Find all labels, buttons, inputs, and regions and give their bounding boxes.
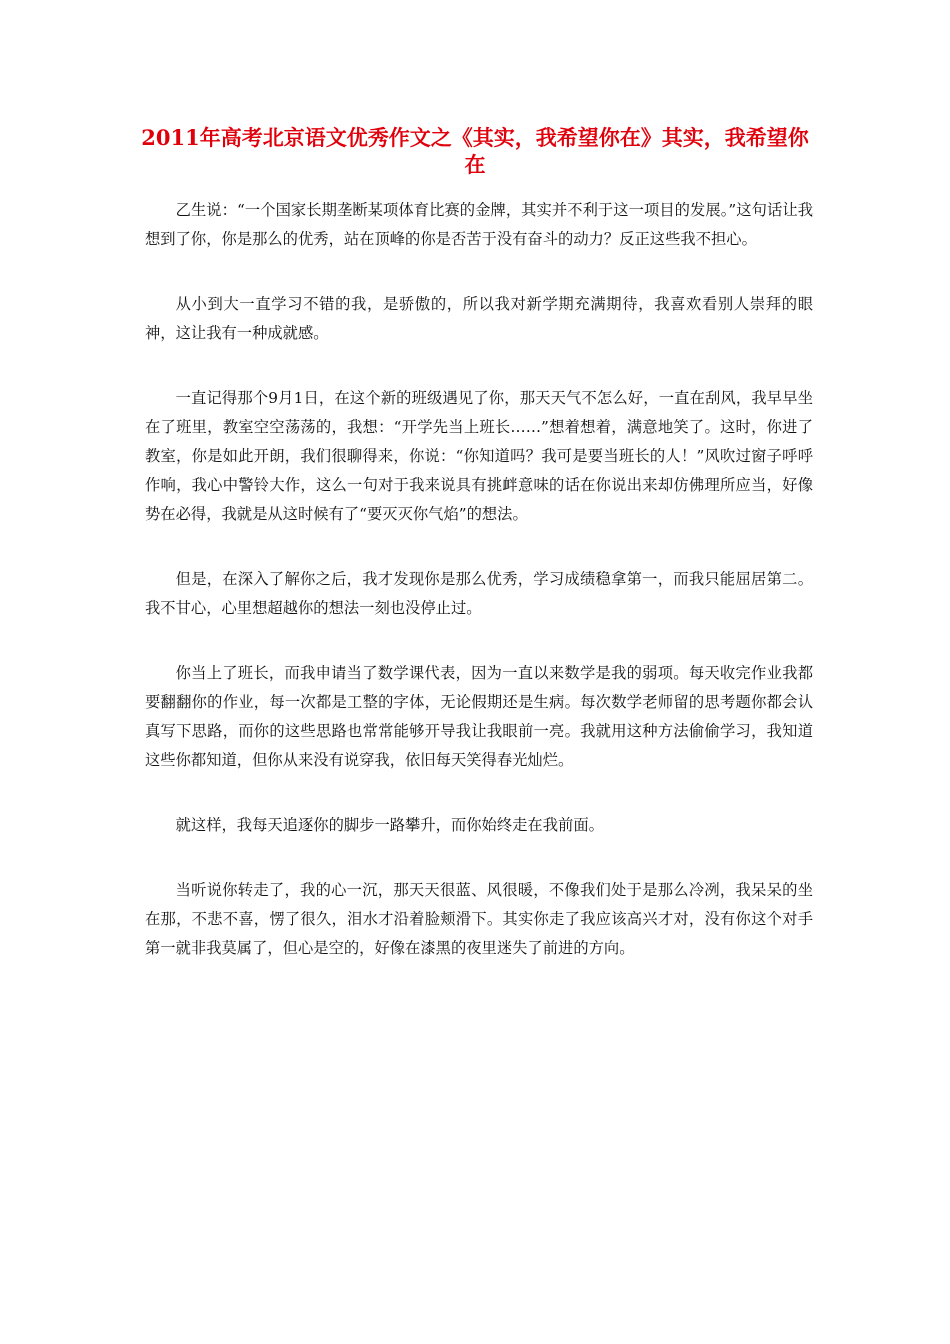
paragraph: 当听说你转走了，我的心一沉，那天天很蓝、风很暖，不像我们处于是那么冷冽，我呆呆的坐在那，不悲不喜，愣了很久，泪水才沿着脸颊滑下。其实你走了我应该高兴才对，没有你这个对手第一就非我莫属了，但心是空的，好像在漆黑的夜里迷失了前进的方向。 [145, 881, 813, 957]
paragraph: 从小到大一直学习不错的我，是骄傲的，所以我对新学期充满期待，我喜欢看别人崇拜的眼神，这让我有一种成就感。 [145, 295, 813, 342]
document-body [145, 196, 813, 999]
paragraph: 但是，在深入了解你之后，我才发现你是那么优秀，学习成绩稳拿第一，而我只能屈居第二。我不甘心，心里想超越你的想法一刻也没停止过。 [145, 570, 813, 617]
paragraph: 你当上了班长，而我申请当了数学课代表，因为一直以来数学是我的弱项。每天收完作业我都要翻翻你的作业，每一次都是工整的字体，无论假期还是生病。每次数学老师留的思考题你都会认真写下思路，而你的这些思路也常常能够开导我让我眼前一亮。我就用这种方法偷偷学习，我知道这些你都知道，但你从来没有说穿我，依旧每天笑得春光灿烂。 [145, 664, 813, 769]
paragraph: 乙生说：“一个国家长期垄断某项体育比赛的金牌，其实并不利于这一项目的发展。”这句话让我想到了你，你是那么的优秀，站在顶峰的你是否苦于没有奋斗的动力？反正这些我不担心。 [145, 201, 813, 248]
document-title: 2011年高考北京语文优秀作文之《其实，我希望你在》其实，我希望你在 [141, 125, 809, 177]
paragraph: 一直记得那个9月1日，在这个新的班级遇见了你，那天天气不怎么好，一直在刮风，我早早坐在了班里，教室空空荡荡的，我想：“开学先当上班长……”想着想着，满意地笑了。这时，你进了教室，你是如此开朗，我们很聊得来，你说：“你知道吗？我可是要当班长的人！”风吹过窗子呼呼作响，我心中警铃大作，这么一句对于我来说具有挑衅意味的话在你说出来却仿佛理所应当，好像势在必得，我就是从这时候有了“要灭灭你气焰”的想法。 [145, 389, 813, 523]
paragraph: 就这样，我每天追逐你的脚步一路攀升，而你始终走在我前面。 [175, 816, 604, 834]
